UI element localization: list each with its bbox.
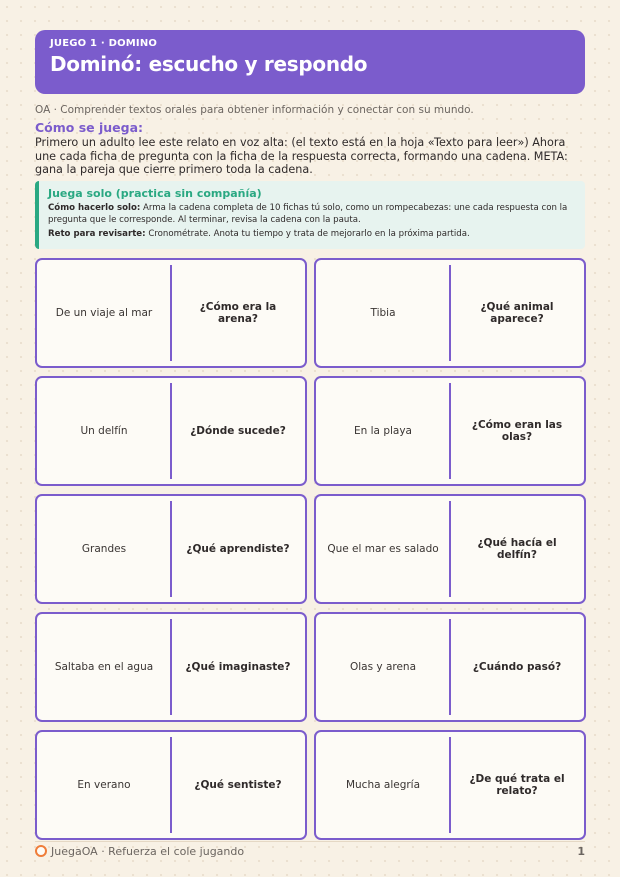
page-footer [35,843,585,859]
solo-challenge [48,229,575,241]
logo-icon [35,845,47,857]
tile-divider [449,501,451,597]
tile-divider [449,619,451,715]
domino-tile [35,730,307,840]
page-header [35,30,585,94]
tile-question: ¿Qué animal aparece? [480,301,554,325]
domino-grid [35,258,586,840]
page-number: 1 [577,844,585,858]
tile-divider [170,265,172,361]
domino-tile [35,494,307,604]
solo-play-box [35,181,585,249]
domino-tile [35,612,307,722]
tile-answer: En verano [77,779,131,791]
tile-question: ¿Qué sentiste? [194,779,282,791]
domino-tile [35,376,307,486]
solo-how [48,203,575,226]
tile-divider [449,737,451,833]
tile-question: ¿Cuándo pasó? [472,661,562,673]
tile-divider [170,383,172,479]
howto-title: Cómo se juega: [35,120,144,135]
tile-question: ¿De qué trata el relato? [469,773,565,797]
tile-divider [170,737,172,833]
tile-question: ¿Dónde sucede? [190,425,286,437]
tile-question: ¿Qué aprendiste? [186,543,290,555]
howto-text: Primero un adulto lee este relato en voz alta: (el texto está en la hoja «Texto para leer») Ahora une cada ficha de pregunta con la ficha de la respuesta correcta, formando una cadena. META: gana la pareja que cierre primero toda la cadena. [35,136,568,176]
solo-how-text: Arma la cadena completa de 10 fichas tú solo, como un rompecabezas: une cada respuesta con la pregunta que le corresponde. Al terminar, revisa la cadena con la pauta. [48,203,568,225]
tile-answer: En la playa [354,425,412,437]
tile-divider [449,383,451,479]
tile-answer: Que el mar es salado [327,543,439,555]
domino-tile [314,730,586,840]
game-kicker: JUEGO 1 · DOMINO [50,38,158,49]
footer-brand [35,845,244,858]
tile-question: ¿Qué hacía el delfín? [477,537,557,561]
page-title: Dominó: escucho y respondo [50,52,368,76]
domino-tile [314,376,586,486]
domino-tile [314,258,586,368]
footer-divider [35,841,585,842]
tile-divider [170,501,172,597]
tile-answer: De un viaje al mar [55,307,153,319]
domino-tile [314,612,586,722]
tile-question: ¿Cómo eran las olas? [471,419,563,443]
solo-title: Juega solo (practica sin compañía) [48,187,262,200]
domino-tile [314,494,586,604]
solo-challenge-text: Cronométrate. Anota tu tiempo y trata de mejorarlo en la próxima partida. [148,229,470,239]
domino-tile [35,258,307,368]
solo-challenge-label: Reto para revisarte: [48,229,146,239]
tile-answer: Tibia [370,307,396,319]
tile-question: ¿Cómo era la arena? [199,301,277,325]
tile-divider [170,619,172,715]
learning-objective: OA · Comprender textos orales para obtener información y conectar con su mundo. [35,104,474,116]
tile-answer: Mucha alegría [345,779,421,791]
tile-answer: Olas y arena [349,661,417,673]
tile-question: ¿Qué imaginaste? [185,661,291,673]
tile-answer: Saltaba en el agua [54,661,154,673]
tile-answer: Grandes [81,543,127,555]
tile-divider [449,265,451,361]
solo-how-label: Cómo hacerlo solo: [48,203,141,213]
tile-answer: Un delfín [80,425,128,437]
footer-brand-text: JuegaOA · Refuerza el cole jugando [51,844,245,858]
